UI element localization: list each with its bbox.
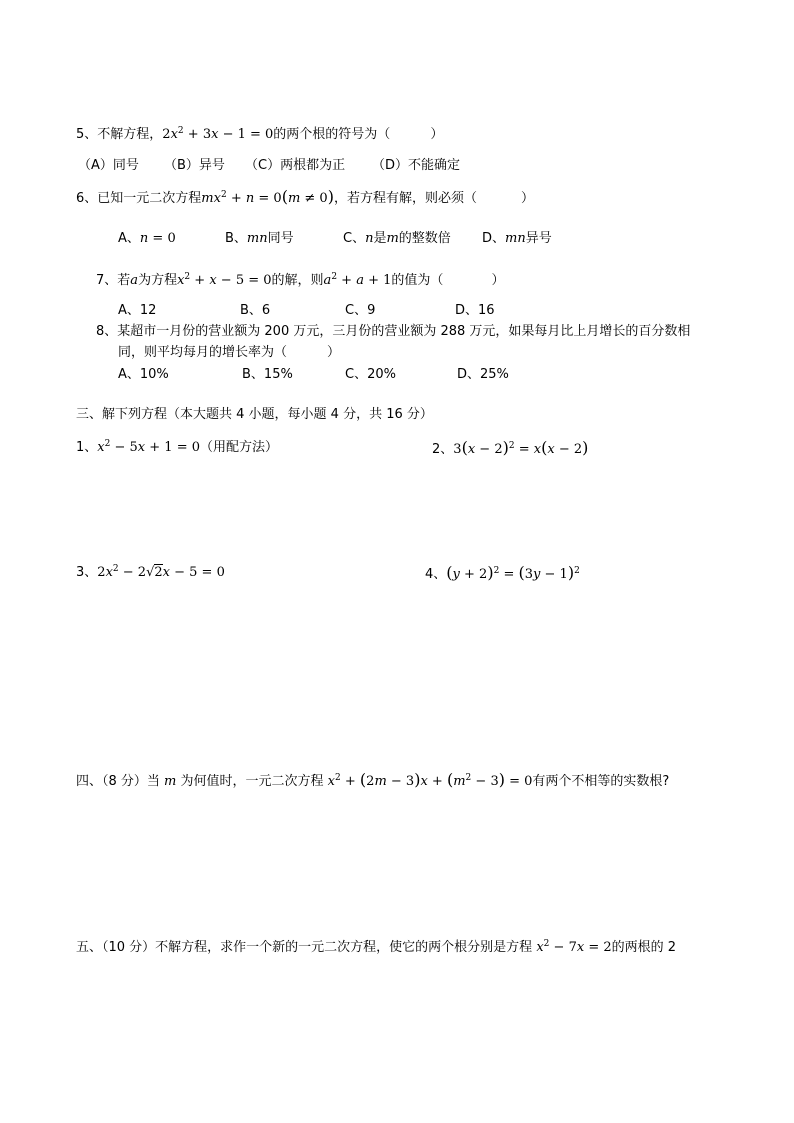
question-6-option-c-math-m: m bbox=[386, 231, 399, 246]
question-7-var-a: a bbox=[130, 273, 139, 288]
question-5-equation: $2x^2 + 3x - 1 = 0$ bbox=[162, 126, 274, 142]
question-8-option-b: B、15% bbox=[242, 367, 293, 382]
question-6-option-a-math: n = 0 bbox=[139, 231, 176, 246]
section-4-text-pre: 四、（8 分）当 bbox=[76, 774, 160, 789]
question-6-option-b-label: B、 bbox=[225, 231, 247, 246]
section-5-text-pre: 五、（10 分）不解方程，求作一个新的一元二次方程，使它的两个根分别是方程 bbox=[76, 940, 533, 955]
question-7-stem-pre: 若 bbox=[117, 273, 131, 288]
question-8-line-1: 8、某超市一月份的营业额为 200 万元，三月份的营业额为 288 万元，如果每月比上月增长的百分数相 bbox=[96, 324, 691, 339]
section-4-var-m: m bbox=[159, 774, 181, 789]
question-7-expression: $a^2 + a + 1$ bbox=[323, 272, 392, 288]
section-4-text-post: 有两个不相等的实数根? bbox=[532, 774, 670, 789]
section-5-text-post: 的两根的 2 bbox=[611, 940, 677, 955]
question-6-option-a bbox=[118, 230, 176, 248]
question-6-option-d-text: 异号 bbox=[525, 231, 552, 246]
question-7-equation: $x^2 + x - 5 = 0$ bbox=[177, 272, 272, 288]
section-5-equation: $x^2 - 7x = 2$ bbox=[536, 939, 612, 955]
question-6 bbox=[76, 188, 534, 208]
section-3-problem-4 bbox=[425, 564, 580, 584]
section-3-problem-1 bbox=[76, 439, 278, 457]
question-7-stem-post2: 的值为（ bbox=[391, 273, 444, 288]
question-5-option-d: （D）不能确定 bbox=[372, 158, 461, 173]
question-5-stem-pre: 不解方程， bbox=[97, 127, 163, 142]
section-3-problem-2-equation: $3(x - 2)^2 = x(x - 2)$ bbox=[453, 438, 589, 457]
question-7-stem-mid: 为方程 bbox=[138, 273, 178, 288]
question-6-option-b bbox=[225, 230, 294, 248]
question-8-option-c: C、20% bbox=[345, 367, 396, 382]
section-4-question bbox=[76, 771, 669, 791]
question-8-option-a: A、10% bbox=[118, 367, 169, 382]
section-3-problem-4-number: 4、 bbox=[425, 567, 447, 582]
question-8-option-d: D、25% bbox=[457, 367, 509, 382]
question-7-option-d: D、16 bbox=[455, 303, 495, 318]
question-6-option-c-label: C、 bbox=[343, 231, 366, 246]
question-5-blank-close: ） bbox=[430, 127, 444, 142]
section-3-problem-2 bbox=[432, 439, 588, 459]
question-7-option-c: C、9 bbox=[345, 303, 376, 318]
question-7-blank-close: ） bbox=[491, 273, 505, 288]
question-5-option-b: （B）异号 bbox=[164, 158, 225, 173]
question-6-option-a-label: A、 bbox=[118, 231, 140, 246]
question-6-option-b-math: mn bbox=[246, 231, 268, 246]
section-5-question bbox=[76, 939, 676, 957]
question-8-line-2-text: 同，则平均每月的增长率为（ bbox=[118, 345, 288, 360]
section-3-problem-2-number: 2、 bbox=[432, 442, 454, 457]
question-6-option-c-text2: 的整数倍 bbox=[398, 231, 451, 246]
section-3-problem-1-note: （用配方法） bbox=[200, 440, 279, 455]
section-4-text-mid: 为何值时，一元二次方程 bbox=[180, 774, 324, 789]
question-6-stem-pre: 已知一元二次方程 bbox=[97, 191, 202, 206]
question-7-stem-post1: 的解，则 bbox=[271, 273, 324, 288]
question-6-option-d-label: D、 bbox=[482, 231, 506, 246]
question-6-blank-close: ） bbox=[520, 191, 534, 206]
section-3-problem-1-equation: $x^2 - 5x + 1 = 0$ bbox=[97, 439, 200, 455]
question-6-stem-post: ，若方程有解，则必须（ bbox=[333, 191, 477, 206]
question-5-stem-post: 的两个根的符号为（ bbox=[273, 127, 391, 142]
question-5 bbox=[76, 126, 443, 144]
question-6-option-c-math-n: n bbox=[365, 231, 374, 246]
question-6-option-c bbox=[343, 230, 451, 248]
question-6-equation: $mx^2 + n = 0(m \ne 0)$ bbox=[201, 187, 334, 206]
question-6-number: 6、 bbox=[76, 191, 98, 206]
question-6-option-d-math: mn bbox=[505, 231, 526, 246]
section-3-problem-1-number: 1、 bbox=[76, 440, 98, 455]
question-6-option-d bbox=[482, 230, 552, 248]
question-7 bbox=[96, 272, 504, 290]
question-6-option-c-text1: 是 bbox=[373, 231, 387, 246]
question-6-option-b-text: 同号 bbox=[267, 231, 294, 246]
question-7-option-b: B、6 bbox=[240, 303, 271, 318]
question-7-number: 7、 bbox=[96, 273, 118, 288]
question-7-option-a: A、12 bbox=[118, 303, 157, 318]
section-3-problem-3-equation: $2x^2 - 2√2x - 5 = 0$ bbox=[97, 564, 225, 580]
question-5-number: 5、 bbox=[76, 127, 98, 142]
question-8-blank-close: ） bbox=[327, 345, 341, 360]
section-4-equation: $x^2 + (2m - 3)x + (m^2 - 3) = 0$ bbox=[327, 770, 533, 789]
question-5-option-a: （A）同号 bbox=[78, 158, 139, 173]
section-3-problem-3 bbox=[76, 564, 225, 582]
section-3-problem-3-number: 3、 bbox=[76, 565, 98, 580]
question-8-line-2 bbox=[118, 344, 340, 362]
section-3-title: 三、解下列方程（本大题共 4 小题，每小题 4 分，共 16 分） bbox=[76, 407, 433, 422]
section-3-problem-4-equation: $(y + 2)^2 = (3y - 1)^2$ bbox=[446, 563, 580, 582]
question-5-option-c: （C）两根都为正 bbox=[245, 158, 346, 173]
